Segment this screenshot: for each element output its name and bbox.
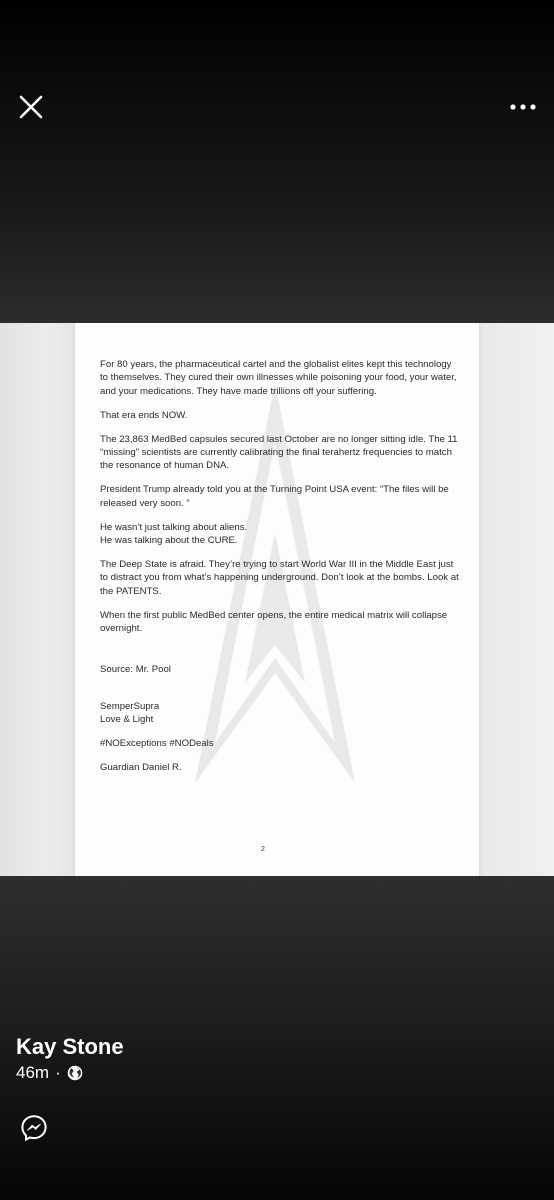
photo-background-left xyxy=(0,323,75,876)
photo-background-right xyxy=(479,323,554,876)
doc-paragraph-6: The Deep State is afraid. They’re trying to start World War III in the Middle East just to distract you from what’s happening underground. Don’t look at the bombs. Look at the PATENTS. xyxy=(100,558,459,597)
post-photo[interactable] xyxy=(0,323,554,876)
doc-hashtags: #NOExceptions #NODeals xyxy=(100,738,214,750)
doc-paragraph-7: When the first public MedBed center opens, the entire medical matrix will collapse overnight. xyxy=(100,609,448,635)
globe-icon[interactable] xyxy=(67,1065,83,1081)
doc-paragraph-2: That era ends NOW. xyxy=(100,409,188,421)
close-button[interactable] xyxy=(12,88,50,126)
doc-signature: Guardian Daniel R. xyxy=(100,762,182,774)
more-options-button[interactable] xyxy=(506,92,540,122)
doc-paragraph-1: For 80 years, the pharmaceutical cartel and the globalist elites kept this technology to themselves. They cured their own illnesses while poisoning your food, your water, and your medications. They have made trillions off your suffering. xyxy=(100,359,457,397)
document-page xyxy=(75,323,479,876)
meta-separator: · xyxy=(55,1063,61,1082)
doc-page-number: 2 xyxy=(261,846,265,853)
document-text xyxy=(100,358,460,785)
close-icon xyxy=(19,95,43,119)
post-timestamp[interactable]: 46m xyxy=(16,1063,50,1082)
doc-signoff xyxy=(100,700,460,727)
doc-signoff-line-1: SemperSupra xyxy=(100,700,160,712)
doc-paragraph-3: The 23,863 MedBed capsules secured last October are no longer sitting idle. The 11 “missing” scientists are currently calibrating the final terahertz frequencies to match the resonance of human DNA. xyxy=(100,433,458,472)
doc-paragraph-4: President Trump already told you at the Turning Point USA event: “The files will be released very soon. ” xyxy=(100,484,449,509)
messenger-icon[interactable] xyxy=(20,1114,48,1142)
more-options-icon xyxy=(510,104,536,110)
post-author-name[interactable]: Kay Stone xyxy=(16,1034,124,1059)
doc-source: Source: Mr. Pool xyxy=(100,663,171,675)
doc-paragraph-5: He wasn’t just talking about aliens. He was talking about the CURE. xyxy=(100,521,248,547)
doc-signoff-line-2: Love & Light xyxy=(100,714,154,726)
post-meta xyxy=(16,1063,83,1083)
